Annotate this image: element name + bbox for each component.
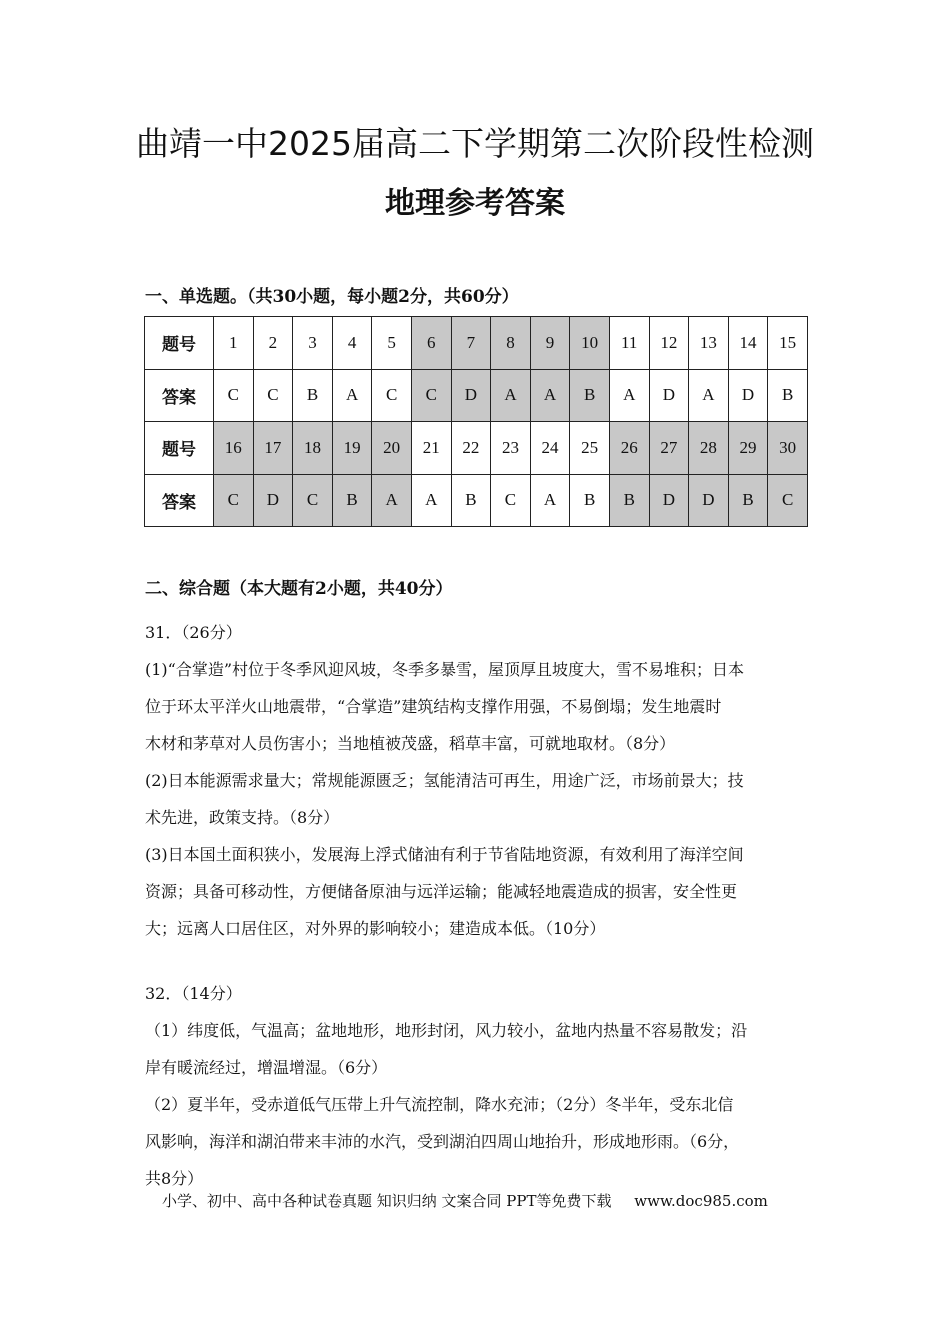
answer-cell: C <box>253 369 293 422</box>
section-2-heading: 二、综合题（本大题有2小题，共40分） <box>145 579 453 599</box>
question-number-row <box>145 317 808 370</box>
question-number-cell: 22 <box>451 422 491 475</box>
question-number-cell: 23 <box>491 422 531 475</box>
answer-cell: A <box>372 474 412 527</box>
answer-cell: D <box>253 474 293 527</box>
question-number-cell: 7 <box>451 317 491 370</box>
question-32 <box>145 975 807 1197</box>
question-32-header: 32．（14分） <box>145 984 242 1003</box>
answer-cell: D <box>728 369 768 422</box>
question-number-cell: 8 <box>491 317 531 370</box>
question-31-line: (2)日本能源需求量大；常规能源匮乏；氢能清洁可再生，用途广泛，市场前景大；技 <box>145 771 744 790</box>
answer-cell: D <box>451 369 491 422</box>
answer-cell: B <box>293 369 333 422</box>
answer-cell: A <box>491 369 531 422</box>
question-32-line: 风影响，海洋和湖泊带来丰沛的水汽，受到湖泊四周山地抬升，形成地形雨。（6分， <box>145 1132 740 1151</box>
answer-cell: A <box>530 369 570 422</box>
question-32-line: （2）夏半年，受赤道低气压带上升气流控制，降水充沛；（2分）冬半年，受东北信 <box>145 1095 734 1114</box>
footer <box>162 1190 768 1211</box>
row-label-answer: 答案 <box>145 474 214 527</box>
row-label-question: 题号 <box>145 422 214 475</box>
question-number-cell: 24 <box>530 422 570 475</box>
question-31-line: 位于环太平洋火山地震带，“合掌造”建筑结构支撑作用强，不易倒塌；发生地震时 <box>145 697 722 716</box>
question-number-cell: 3 <box>293 317 333 370</box>
answer-cell: C <box>491 474 531 527</box>
question-number-cell: 2 <box>253 317 293 370</box>
answer-row <box>145 369 808 422</box>
answer-cell: B <box>768 369 808 422</box>
answer-table <box>144 316 808 527</box>
question-number-cell: 4 <box>332 317 372 370</box>
row-label-answer: 答案 <box>145 369 214 422</box>
question-number-cell: 9 <box>530 317 570 370</box>
answer-cell: C <box>411 369 451 422</box>
question-31 <box>145 614 807 947</box>
question-number-cell: 26 <box>609 422 649 475</box>
answer-cell: A <box>530 474 570 527</box>
question-number-cell: 1 <box>214 317 254 370</box>
answer-cell: C <box>768 474 808 527</box>
question-number-cell: 13 <box>689 317 729 370</box>
question-31-line: 大；远离人口居住区，对外界的影响较小；建造成本低。（10分） <box>145 919 606 938</box>
question-number-cell: 10 <box>570 317 610 370</box>
answer-cell: B <box>451 474 491 527</box>
question-number-cell: 17 <box>253 422 293 475</box>
answer-cell: C <box>293 474 333 527</box>
answer-cell: A <box>609 369 649 422</box>
answer-cell: B <box>609 474 649 527</box>
answer-cell: B <box>570 369 610 422</box>
question-number-cell: 27 <box>649 422 689 475</box>
question-31-line: (3)日本国土面积狭小，发展海上浮式储油有利于节省陆地资源，有效利用了海洋空间 <box>145 845 744 864</box>
question-number-cell: 14 <box>728 317 768 370</box>
question-number-cell: 29 <box>728 422 768 475</box>
question-number-cell: 25 <box>570 422 610 475</box>
question-number-cell: 16 <box>214 422 254 475</box>
question-31-line: 术先进，政策支持。（8分） <box>145 808 340 827</box>
question-31-header: 31．（26分） <box>145 623 242 642</box>
answer-cell: A <box>332 369 372 422</box>
answer-cell: A <box>689 369 729 422</box>
answer-cell: A <box>411 474 451 527</box>
question-number-row <box>145 422 808 475</box>
question-number-cell: 21 <box>411 422 451 475</box>
question-32-line: 共8分） <box>145 1169 204 1188</box>
question-number-cell: 18 <box>293 422 333 475</box>
question-32-line: 岸有暖流经过，增温增湿。（6分） <box>145 1058 388 1077</box>
answer-cell: D <box>649 474 689 527</box>
answer-cell: B <box>332 474 372 527</box>
section-1-heading: 一、单选题。（共30小题，每小题2分，共60分） <box>145 287 519 307</box>
footer-url[interactable]: www.doc985.com <box>634 1192 768 1210</box>
question-number-cell: 5 <box>372 317 412 370</box>
answer-cell: C <box>214 474 254 527</box>
answer-cell: B <box>728 474 768 527</box>
footer-text: 小学、初中、高中各种试卷真题 知识归纳 文案合同 PPT等免费下载 <box>162 1192 612 1210</box>
question-number-cell: 11 <box>609 317 649 370</box>
question-31-line: (1)“合掌造”村位于冬季风迎风坡，冬季多暴雪，屋顶厚且坡度大，雪不易堆积；日本 <box>145 660 745 679</box>
answer-cell: C <box>372 369 412 422</box>
answer-cell: D <box>649 369 689 422</box>
question-number-cell: 28 <box>689 422 729 475</box>
question-number-cell: 30 <box>768 422 808 475</box>
document-title: 曲靖一中2025届高二下学期第二次阶段性检测 <box>136 124 814 163</box>
answer-cell: C <box>214 369 254 422</box>
question-number-cell: 19 <box>332 422 372 475</box>
answer-row <box>145 474 808 527</box>
question-31-line: 木材和茅草对人员伤害小；当地植被茂盛，稻草丰富，可就地取材。（8分） <box>145 734 676 753</box>
answer-cell: B <box>570 474 610 527</box>
question-32-line: （1）纬度低，气温高；盆地地形，地形封闭，风力较小，盆地内热量不容易散发；沿 <box>145 1021 748 1040</box>
question-31-line: 资源；具备可移动性，方便储备原油与远洋运输；能减轻地震造成的损害，安全性更 <box>145 882 738 901</box>
row-label-question: 题号 <box>145 317 214 370</box>
question-number-cell: 6 <box>411 317 451 370</box>
question-number-cell: 20 <box>372 422 412 475</box>
document-subtitle: 地理参考答案 <box>385 186 565 221</box>
question-number-cell: 15 <box>768 317 808 370</box>
question-number-cell: 12 <box>649 317 689 370</box>
answer-cell: D <box>689 474 729 527</box>
